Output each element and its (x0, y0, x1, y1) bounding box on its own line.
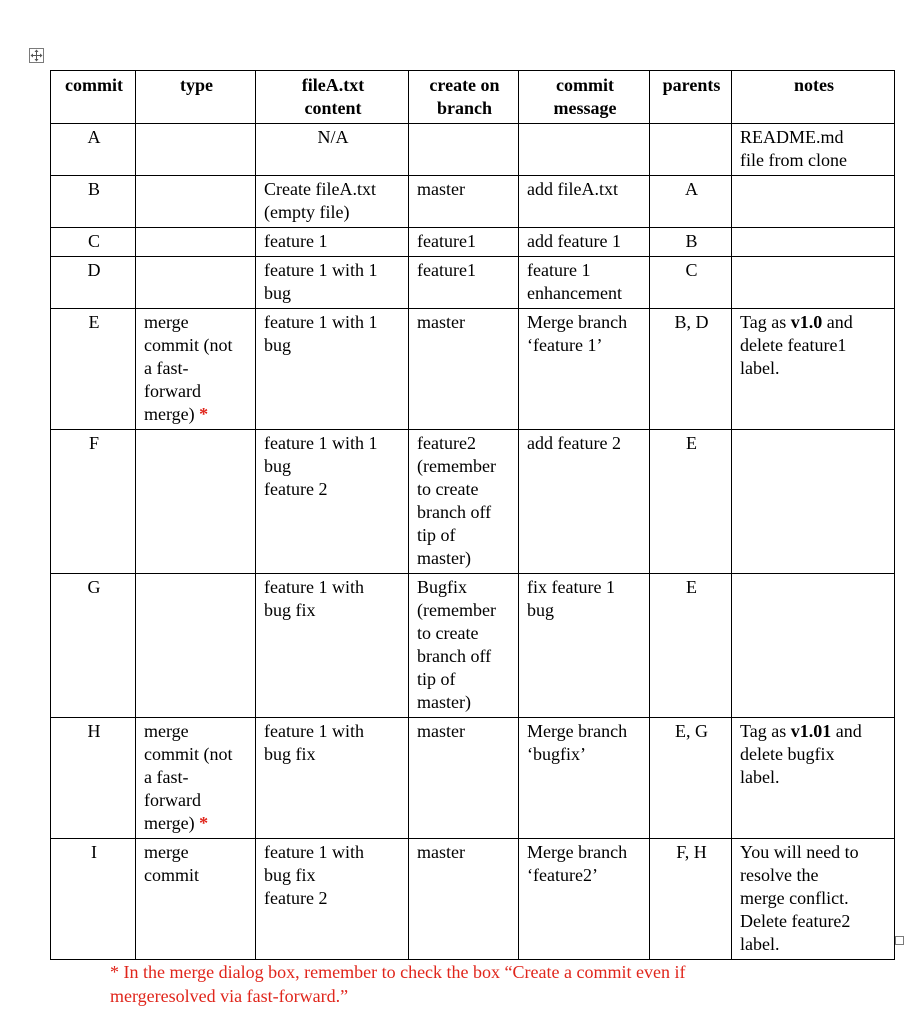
type-text: merge) (144, 813, 195, 833)
type-line (144, 380, 249, 403)
branch-line: to create (417, 479, 479, 499)
footnote-star: * (199, 404, 209, 424)
header-notes-line: notes (794, 75, 834, 95)
message-line: fix feature 1 (527, 577, 615, 597)
message-line: ‘bugfix’ (527, 744, 586, 764)
tag-name: v1.01 (790, 721, 832, 741)
notes-line (740, 149, 888, 172)
cell-parents (650, 309, 732, 430)
tag-name: v1.0 (790, 312, 823, 332)
notes-text: resolve the (740, 865, 819, 885)
move-icon (30, 49, 43, 62)
table-row (51, 176, 895, 228)
cell-parents (650, 430, 732, 574)
commit-id: A (87, 127, 101, 147)
parents-value: C (685, 260, 698, 280)
cell-notes (732, 176, 895, 228)
commit-id: H (87, 721, 101, 741)
header-parents-line: parents (662, 75, 721, 95)
table-row (51, 257, 895, 309)
header-message-line: commit (556, 75, 614, 95)
branch-line: master (417, 721, 465, 741)
message-line: ‘feature2’ (527, 865, 598, 885)
cell-type (136, 839, 256, 960)
notes-line (740, 334, 888, 357)
message-line: feature 1 (527, 260, 591, 280)
commit-id: D (87, 260, 101, 280)
notes-line (740, 766, 888, 789)
cell-parents (650, 124, 732, 176)
header-notes (732, 71, 895, 124)
cell-content (256, 257, 409, 309)
message-line: Merge branch (527, 721, 628, 741)
cell-content (256, 228, 409, 257)
notes-line (740, 126, 888, 149)
table-body (51, 124, 895, 960)
cell-branch (409, 839, 519, 960)
notes-text: Tag as (740, 721, 791, 741)
cell-parents (650, 176, 732, 228)
content-line: bug fix (264, 744, 316, 764)
type-text: commit (not (144, 744, 233, 764)
commit-id: F (88, 433, 99, 453)
header-row (51, 71, 895, 124)
cell-parents (650, 839, 732, 960)
type-line (144, 841, 249, 864)
table-row (51, 718, 895, 839)
notes-text: and (822, 312, 853, 332)
commit-table (50, 70, 895, 960)
type-text: forward (144, 790, 201, 810)
content-line: feature 1 (264, 231, 328, 251)
cell-content (256, 176, 409, 228)
cell-commit (51, 309, 136, 430)
footnote-star: * (199, 813, 209, 833)
content-line: bug (264, 335, 291, 355)
cell-message (519, 176, 650, 228)
header-commit (51, 71, 136, 124)
cell-parents (650, 574, 732, 718)
commit-id: C (87, 231, 100, 251)
footnote-line-1: * In the merge dialog box, remember to check the box “Create a commit even if (110, 962, 686, 982)
cell-notes (732, 228, 895, 257)
notes-line (740, 720, 888, 743)
notes-text: file from clone (740, 150, 847, 170)
type-text: commit (not (144, 335, 233, 355)
cell-parents (650, 257, 732, 309)
table-resize-handle[interactable] (895, 936, 904, 945)
content-line: bug (264, 456, 291, 476)
content-line: Create fileA.txt (264, 179, 376, 199)
message-line: add feature 1 (527, 231, 621, 251)
cell-commit (51, 574, 136, 718)
cell-content (256, 574, 409, 718)
type-line (144, 743, 249, 766)
type-text: forward (144, 381, 201, 401)
notes-line (740, 864, 888, 887)
content-line: bug fix (264, 865, 316, 885)
type-text: a fast- (144, 767, 189, 787)
cell-notes (732, 839, 895, 960)
cell-commit (51, 718, 136, 839)
message-line: add fileA.txt (527, 179, 618, 199)
cell-commit (51, 430, 136, 574)
header-branch (409, 71, 519, 124)
branch-line: master) (417, 548, 471, 568)
type-line (144, 334, 249, 357)
branch-line: tip of (417, 669, 456, 689)
cell-type (136, 718, 256, 839)
notes-text: label. (740, 767, 780, 787)
header-content-line: content (304, 98, 362, 118)
footnote-line-2: mergeresolved via fast-forward.” (110, 986, 349, 1006)
notes-text: Delete feature2 (740, 911, 851, 931)
commit-id: I (91, 842, 97, 862)
table-row (51, 124, 895, 176)
cell-type (136, 257, 256, 309)
cell-content (256, 309, 409, 430)
cell-type (136, 430, 256, 574)
table-row (51, 574, 895, 718)
content-line: feature 2 (264, 888, 328, 908)
content-line: feature 1 with 1 (264, 260, 378, 280)
commit-id: G (87, 577, 101, 597)
type-text: merge) (144, 404, 195, 424)
content-line: feature 1 with (264, 577, 364, 597)
cell-type (136, 309, 256, 430)
branch-line: tip of (417, 525, 456, 545)
table-row (51, 309, 895, 430)
message-line: bug (527, 600, 554, 620)
header-branch-line: branch (436, 98, 492, 118)
cell-branch (409, 257, 519, 309)
type-text: merge (144, 312, 189, 332)
table-row (51, 430, 895, 574)
cell-message (519, 124, 650, 176)
notes-line (740, 910, 888, 933)
commit-id: B (87, 179, 100, 199)
message-line: Merge branch (527, 312, 628, 332)
cell-branch (409, 430, 519, 574)
cell-branch (409, 718, 519, 839)
message-line: add feature 2 (527, 433, 621, 453)
branch-line: Bugfix (417, 577, 468, 597)
table-row (51, 839, 895, 960)
parents-value: A (685, 179, 698, 199)
branch-line: master (417, 312, 465, 332)
cell-branch (409, 124, 519, 176)
parents-value: E, G (675, 721, 708, 741)
content-line: (empty file) (264, 202, 350, 222)
header-type (136, 71, 256, 124)
cell-message (519, 574, 650, 718)
branch-line: to create (417, 623, 479, 643)
cell-commit (51, 228, 136, 257)
cell-notes (732, 124, 895, 176)
cell-content (256, 430, 409, 574)
cell-notes (732, 718, 895, 839)
cell-notes (732, 430, 895, 574)
type-text: merge (144, 842, 189, 862)
branch-line: master (417, 179, 465, 199)
branch-line: branch off (417, 502, 492, 522)
type-line (144, 311, 249, 334)
notes-text: label. (740, 358, 780, 378)
message-line: Merge branch (527, 842, 628, 862)
header-type-line: type (180, 75, 213, 95)
cell-type (136, 124, 256, 176)
header-branch-line: create on (429, 75, 500, 95)
content-line: bug fix (264, 600, 316, 620)
message-line: enhancement (527, 283, 622, 303)
branch-line: master) (417, 692, 471, 712)
table-move-handle[interactable] (29, 48, 44, 63)
cell-commit (51, 176, 136, 228)
content-line: N/A (317, 127, 349, 147)
notes-text: label. (740, 934, 780, 954)
cell-content (256, 839, 409, 960)
content-line: feature 2 (264, 479, 328, 499)
notes-line (740, 357, 888, 380)
header-content (256, 71, 409, 124)
branch-line: feature1 (417, 260, 476, 280)
type-line (144, 720, 249, 743)
header-parents (650, 71, 732, 124)
cell-message (519, 228, 650, 257)
notes-text: and (831, 721, 862, 741)
notes-line (740, 841, 888, 864)
cell-type (136, 176, 256, 228)
branch-line: master (417, 842, 465, 862)
notes-text: Tag as (740, 312, 791, 332)
cell-commit (51, 124, 136, 176)
branch-line: (remember (417, 600, 496, 620)
notes-text: merge conflict. (740, 888, 849, 908)
content-line: feature 1 with 1 (264, 433, 378, 453)
content-line: feature 1 with (264, 842, 364, 862)
cell-message (519, 309, 650, 430)
branch-line: (remember (417, 456, 496, 476)
notes-text: You will need to (740, 842, 859, 862)
type-text: a fast- (144, 358, 189, 378)
header-message (519, 71, 650, 124)
type-line (144, 357, 249, 380)
table-row (51, 228, 895, 257)
cell-notes (732, 309, 895, 430)
branch-line: branch off (417, 646, 492, 666)
cell-message (519, 257, 650, 309)
notes-text: delete feature1 (740, 335, 847, 355)
parents-value: E (686, 433, 697, 453)
commit-id: E (88, 312, 100, 332)
cell-notes (732, 257, 895, 309)
type-text: commit (144, 865, 199, 885)
cell-branch (409, 176, 519, 228)
cell-content (256, 718, 409, 839)
cell-commit (51, 257, 136, 309)
cell-branch (409, 228, 519, 257)
cell-branch (409, 574, 519, 718)
content-line: feature 1 with 1 (264, 312, 378, 332)
cell-branch (409, 309, 519, 430)
notes-line (740, 887, 888, 910)
cell-message (519, 718, 650, 839)
content-line: feature 1 with (264, 721, 364, 741)
content-line: bug (264, 283, 291, 303)
parents-value: B, D (674, 312, 709, 332)
cell-commit (51, 839, 136, 960)
cell-notes (732, 574, 895, 718)
notes-text: delete bugfix (740, 744, 835, 764)
parents-value: F, H (676, 842, 707, 862)
cell-parents (650, 228, 732, 257)
message-line: ‘feature 1’ (527, 335, 603, 355)
header-content-line: fileA.txt (301, 75, 365, 95)
cell-type (136, 574, 256, 718)
type-line (144, 766, 249, 789)
notes-text: README.md (740, 127, 844, 147)
type-line (144, 812, 249, 835)
header-message-line: message (553, 98, 617, 118)
header-commit-line: commit (65, 75, 123, 95)
notes-line (740, 311, 888, 334)
cell-message (519, 839, 650, 960)
cell-type (136, 228, 256, 257)
cell-message (519, 430, 650, 574)
type-line (144, 789, 249, 812)
type-line (144, 864, 249, 887)
parents-value: E (686, 577, 697, 597)
notes-line (740, 743, 888, 766)
type-line (144, 403, 249, 426)
cell-content (256, 124, 409, 176)
parents-value: B (685, 231, 698, 251)
cell-parents (650, 718, 732, 839)
type-text: merge (144, 721, 189, 741)
branch-line: feature1 (417, 231, 476, 251)
branch-line: feature2 (417, 433, 476, 453)
notes-line (740, 933, 888, 956)
footnote (110, 960, 890, 1008)
